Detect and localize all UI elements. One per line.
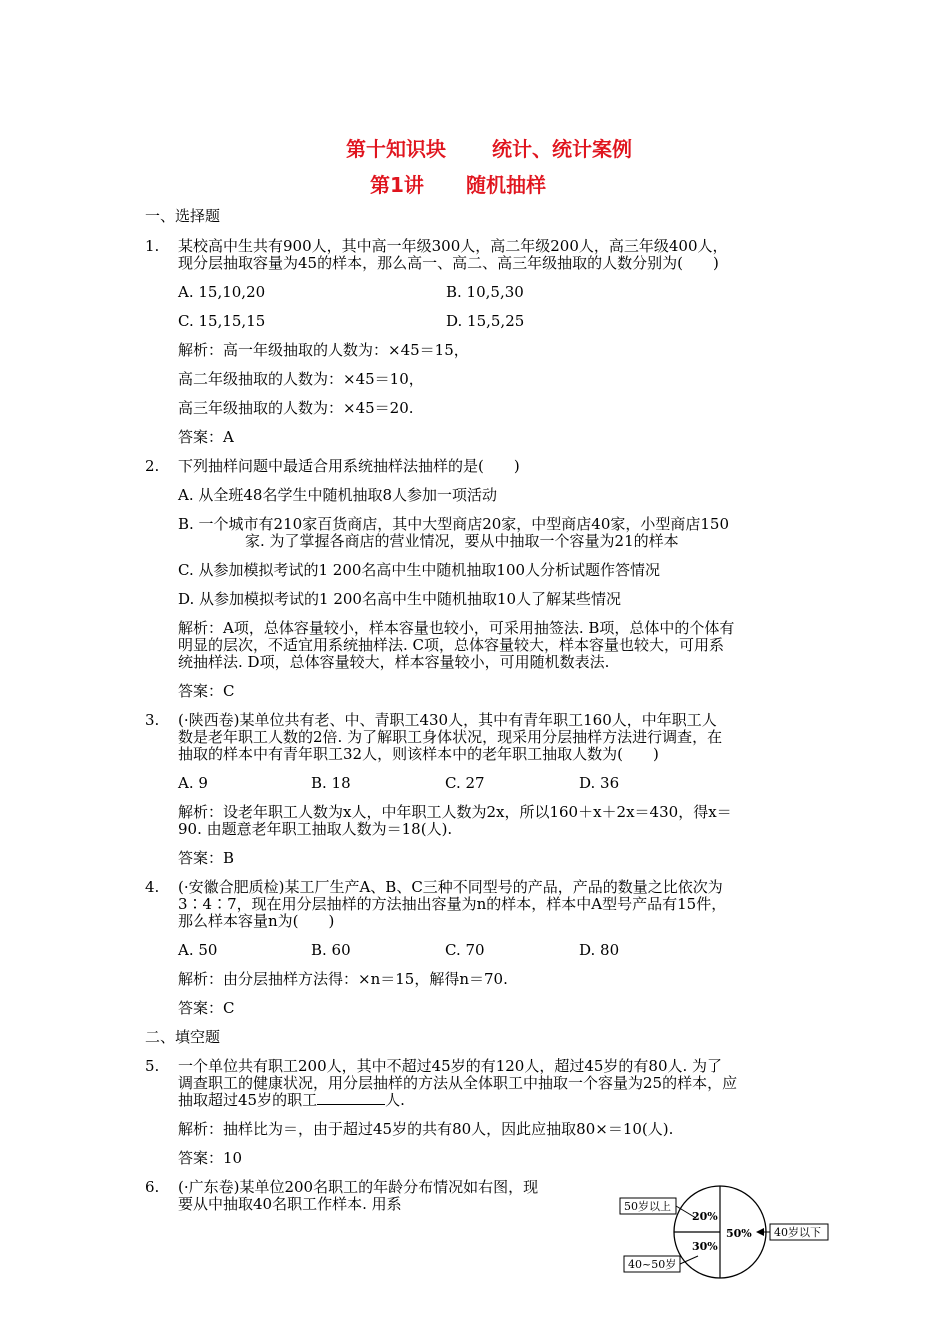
q1-option-b: B. 10,5,30 <box>446 283 524 301</box>
q5-stem-suffix: 人. <box>385 1091 405 1109</box>
label-over-50: 50岁以上 <box>624 1200 671 1213</box>
title-knowledge-block: 第十知识块 <box>346 137 446 161</box>
q2-option-b-line1: B. 一个城市有210家百货商店，其中大型商店20家，中型商店40家，小型商店150 <box>178 515 729 533</box>
q4-option-a: A. 50 <box>178 941 218 959</box>
q2-solution-line1: 解析：A项，总体容量较小，样本容量也较小，可采用抽签法. B项，总体中的个体有 <box>178 619 735 637</box>
q3-option-d: D. 36 <box>579 774 620 792</box>
q1-answer: 答案：A <box>178 428 234 446</box>
q3-stem-line3: 抽取的样本中有青年职工32人，则该样本中的老年职工抽取人数为( ) <box>178 745 659 763</box>
age-distribution-figure <box>618 1160 838 1280</box>
q4-option-d: D. 80 <box>579 941 620 959</box>
slice-label-bottom-left: 30% <box>692 1240 718 1253</box>
q4-option-b: B. 60 <box>311 941 351 959</box>
title-lecture-number: 第1讲 <box>370 173 424 197</box>
q3-option-c: C. 27 <box>445 774 485 792</box>
q2-solution-line3: 统抽样法. D项，总体容量较大，样本容量较小，可用随机数表法. <box>178 653 610 671</box>
q1-solution-line1: 解析：高一年级抽取的人数为：×45＝15， <box>178 341 469 359</box>
q3-number: 3. <box>145 711 160 729</box>
q2-option-b-line2: 家. 为了掌握各商店的营业情况，要从中抽取一个容量为21的样本 <box>245 532 679 550</box>
label-under-40: 40岁以下 <box>774 1226 821 1239</box>
q5-solution: 解析：抽样比为＝，由于超过45岁的共有80人，因此应抽取80×＝10(人). <box>178 1120 674 1138</box>
q4-solution: 解析：由分层抽样方法得：×n＝15，解得n＝70. <box>178 970 508 988</box>
q3-option-a: A. 9 <box>178 774 208 792</box>
q3-stem-line2: 数是老年职工人数的2倍. 为了解职工身体状况，现采用分层抽样方法进行调查，在 <box>178 728 723 746</box>
title-topic: 统计、统计案例 <box>492 137 632 161</box>
q2-stem: 下列抽样问题中最适合用系统抽样法抽样的是( ) <box>178 457 520 475</box>
q4-answer: 答案：C <box>178 999 235 1017</box>
q3-stem-line1: (·陕西卷)某单位共有老、中、青职工430人，其中有青年职工160人，中年职工人 <box>178 711 717 729</box>
q1-solution-line3: 高三年级抽取的人数为：×45＝20. <box>178 399 414 417</box>
q2-option-c: C. 从参加模拟考试的1 200名高中生中随机抽取100人分析试题作答情况 <box>178 561 661 579</box>
q3-option-b: B. 18 <box>311 774 351 792</box>
q5-stem-line1: 一个单位共有职工200人，其中不超过45岁的有120人，超过45岁的有80人. 为了 <box>178 1057 723 1075</box>
q1-option-c: C. 15,15,15 <box>178 312 266 330</box>
q4-number: 4. <box>145 878 160 896</box>
q3-solution-line1: 解析：设老年职工人数为x人，中年职工人数为2x，所以160＋x＋2x＝430，得x＝ <box>178 803 732 821</box>
q4-stem-line3: 那么样本容量n为( ) <box>178 912 335 930</box>
q4-stem-line1: (·安徽合肥质检)某工厂生产A、B、C三种不同型号的产品，产品的数量之比依次为 <box>178 878 723 896</box>
q5-stem-text: 抽取超过45岁的职工 <box>178 1091 318 1109</box>
q5-answer: 答案：10 <box>178 1149 243 1167</box>
q4-option-c: C. 70 <box>445 941 485 959</box>
q1-solution-line2: 高二年级抽取的人数为：×45＝10， <box>178 370 424 388</box>
q1-option-a: A. 15,10,20 <box>178 283 266 301</box>
q2-number: 2. <box>145 457 160 475</box>
q2-option-d: D. 从参加模拟考试的1 200名高中生中随机抽取10人了解某些情况 <box>178 590 622 608</box>
q5-stem-line2: 调查职工的健康状况，用分层抽样的方法从全体职工中抽取一个容量为25的样本，应 <box>178 1074 738 1092</box>
q6-stem-line2: 要从中抽取40名职工作样本. 用系 <box>178 1195 402 1213</box>
q1-option-d: D. 15,5,25 <box>446 312 525 330</box>
q1-stem-line1: 某校高中生共有900人，其中高一年级300人，高二年级200人，高三年级400人， <box>178 237 728 255</box>
q6-number: 6. <box>145 1178 160 1196</box>
q5-number: 5. <box>145 1057 160 1075</box>
q1-number: 1. <box>145 237 160 255</box>
slice-label-right: 50% <box>726 1227 752 1240</box>
label-40-50: 40~50岁 <box>628 1258 677 1271</box>
q2-solution-line2: 明显的层次，不适宜用系统抽样法. C项，总体容量较大，样本容量也较大，可用系 <box>178 636 725 654</box>
q2-option-a: A. 从全班48名学生中随机抽取8人参加一项活动 <box>178 486 498 504</box>
section-fill-heading: 二、填空题 <box>145 1028 221 1046</box>
section-choice-heading: 一、选择题 <box>145 207 221 225</box>
q3-answer: 答案：B <box>178 849 235 867</box>
q1-stem-line2: 现分层抽取容量为45的样本，那么高一、高二、高三年级抽取的人数分别为( ) <box>178 254 719 272</box>
title-lecture-name: 随机抽样 <box>466 173 546 197</box>
q3-solution-line2: 90. 由题意老年职工抽取人数为＝18(人). <box>178 820 453 838</box>
q2-answer: 答案：C <box>178 682 235 700</box>
slice-label-top-left: 20% <box>692 1210 718 1223</box>
q6-stem-line1: (·广东卷)某单位200名职工的年龄分布情况如右图，现 <box>178 1178 539 1196</box>
q5-answer-blank <box>317 1090 385 1105</box>
q4-stem-line2: 3∶4∶7，现在用分层抽样的方法抽出容量为n的样本，样本中A型号产品有15件， <box>178 895 727 913</box>
q5-stem-line3 <box>178 1090 405 1110</box>
